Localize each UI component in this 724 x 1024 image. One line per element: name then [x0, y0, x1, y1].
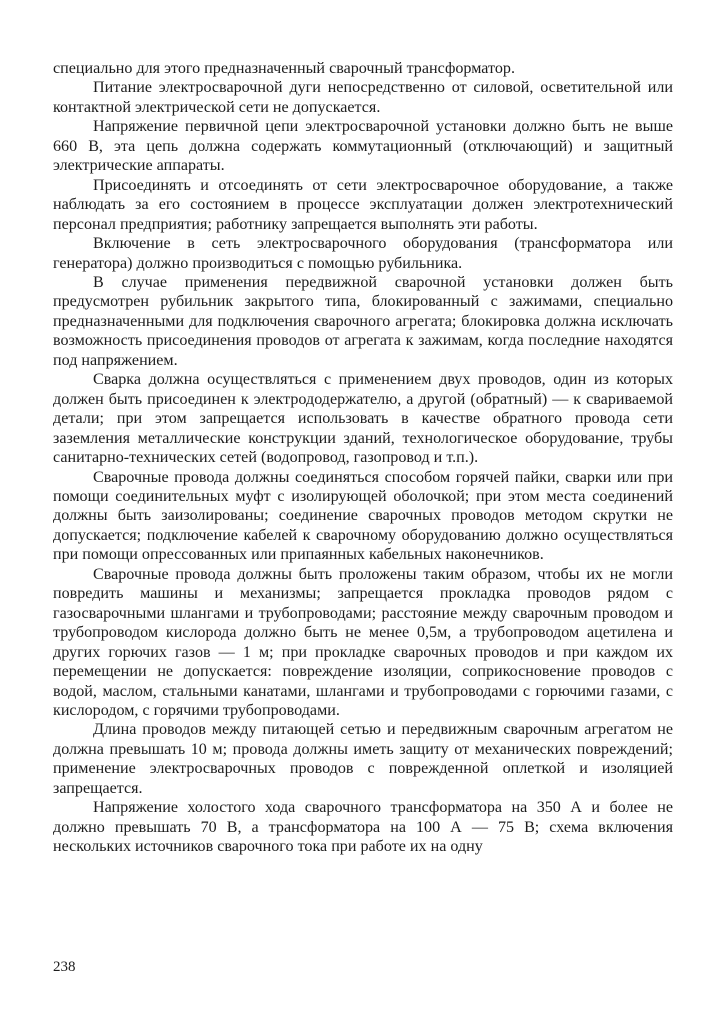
paragraph-10: Длина проводов между питающей сетью и передвижным сварочным агрегатом не должна превышать 10 м; провода должны иметь защиту от механических повреждений; применение электросварочных проводов с поврежденной оплеткой и изоляцией запрещается. [53, 721, 673, 797]
page-number: 238 [53, 959, 76, 975]
paragraph-1: специально для этого предназначенный сварочный трансформатор. [53, 60, 515, 77]
paragraph-9: Сварочные провода должны быть проложены таким образом, чтобы их не могли повредить машины и механизмы; запрещается прокладка проводов рядом с газосварочными шлангами и трубопроводами; расстояние между сварочным проводом и трубопроводом кислорода должно быть не менее 0,5м, а трубопроводом ацетилена и других горючих газов — 1 м; при прокладке сварочных проводов и при каждом их перемещении не допускается: повреждение изоляции, соприкосновение проводов с водой, маслом, стальными канатами, шлангами и трубопроводами с горючими газами, с кислородом, с горячими трубопроводами. [53, 565, 673, 719]
paragraph-2: Питание электросварочной дуги непосредственно от силовой, осветительной или контактной электрической сети не допускается. [53, 79, 673, 116]
paragraph-8: Сварочные провода должны соединяться способом горячей пайки, сварки или при помощи соединительных муфт с изолирующей оболочкой; при этом места соединений должны быть заизолированы; соединение сварочных проводов методом скрутки не допускается; подключение кабелей к сварочному оборудованию должно осуществляться при помощи опрессованных или припаянных кабельных наконечников. [53, 468, 673, 564]
page-body [53, 59, 673, 857]
paragraph-5: Включение в сеть электросварочного оборудования (трансформатора или генератора) должно производиться с помощью рубильника. [53, 235, 673, 272]
paragraph-6: В случае применения передвижной сварочной установки должен быть предусмотрен рубильник закрытого типа, блокированный с зажимами, специально предназначенными для подключения сварочного агрегата; блокировка должна исключать возможность присоединения проводов от агрегата к зажимам, когда последние находятся под напряжением. [53, 273, 673, 369]
paragraph-3: Напряжение первичной цепи электросварочной установки должно быть не выше 660 В, эта цепь должна содержать коммутационный (отключающий) и защитный электрические аппараты. [53, 118, 673, 175]
paragraph-4: Присоединять и отсоединять от сети электросварочное оборудование, а также наблюдать за его состоянием в процессе эксплуатации должен электротехнический персонал предприятия; работнику запрещается выполнять эти работы. [53, 176, 673, 233]
paragraph-11: Напряжение холостого хода сварочного трансформатора на 350 А и более не должно превышать 70 В, а трансформатора на 100 А — 75 В; схема включения нескольких источников сварочного тока при работе их на одну [53, 799, 673, 856]
paragraph-7: Сварка должна осуществляться с применением двух проводов, один из которых должен быть присоединен к электрододержателю, а другой (обратный) — к свариваемой детали; при этом запрещается использовать в качестве обратного провода сети заземления металлические конструкции зданий, технологическое оборудование, трубы санитарно-технических сетей (водопровод, газопровод и т.п.). [53, 371, 673, 467]
